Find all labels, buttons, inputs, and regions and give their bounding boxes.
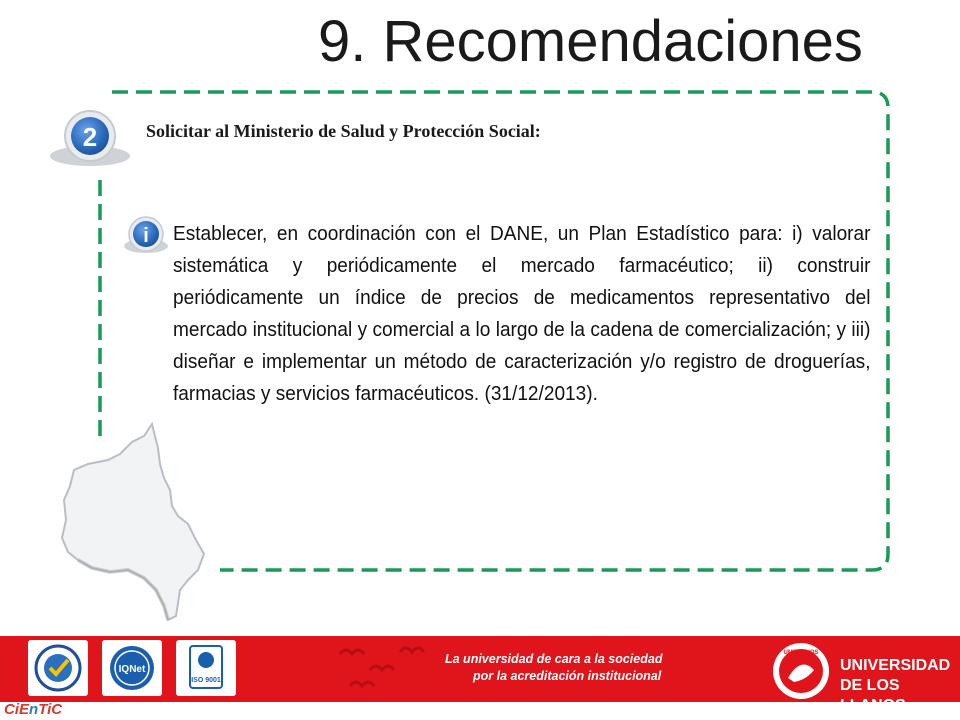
cientic-middle: n bbox=[29, 701, 39, 718]
iqnet-label: IQNet bbox=[118, 664, 146, 675]
university-name bbox=[840, 656, 960, 716]
seal-text: UNILLANOS bbox=[783, 650, 819, 656]
certification-logo-1 bbox=[28, 640, 88, 696]
certification-logo-iso bbox=[176, 640, 236, 696]
footer-bottom bbox=[0, 702, 960, 720]
footer-slogan bbox=[445, 651, 662, 685]
university-seal-icon bbox=[768, 640, 834, 702]
number-badge bbox=[48, 100, 140, 180]
university-line-1: UNIVERSIDAD bbox=[840, 657, 951, 674]
iso-label: ISO 9001 bbox=[191, 677, 221, 684]
university-line-2: DE LOS LLANOS bbox=[840, 677, 906, 714]
section-subtitle: Solicitar al Ministerio de Salud y Protección Social: bbox=[146, 121, 541, 141]
cientic-logo bbox=[4, 701, 62, 718]
slogan-line-2: por la acreditación institucional bbox=[473, 669, 662, 683]
info-icon bbox=[120, 210, 172, 258]
slide-title: 9. Recomendaciones bbox=[318, 9, 863, 74]
slogan-line-1: La universidad de cara a la sociedad bbox=[445, 652, 663, 666]
recommendation-text: Establecer, en coordinación con el DANE, un Plan Estadístico para: i) valorar sistemática y periódicamente el mercado farmacéutico; ii) construir periódicamente un índice de precios de medicamentos representativo del mercado institucional y comercial a lo largo de la cadena de comercialización; y iii) diseñar e implementar un método de caracterización y/o registro de droguerías, farmacias y servicios farmacéuticos. (31/12/2013). bbox=[173, 222, 871, 405]
certification-logo-iqnet bbox=[102, 640, 162, 696]
bullet-marker: i bbox=[143, 225, 149, 247]
cientic-prefix: CiE bbox=[4, 701, 30, 718]
badge-number: 2 bbox=[82, 122, 98, 152]
birds-decoration bbox=[330, 640, 440, 700]
cientic-suffix: TiC bbox=[38, 701, 63, 718]
colombia-map bbox=[48, 420, 218, 625]
